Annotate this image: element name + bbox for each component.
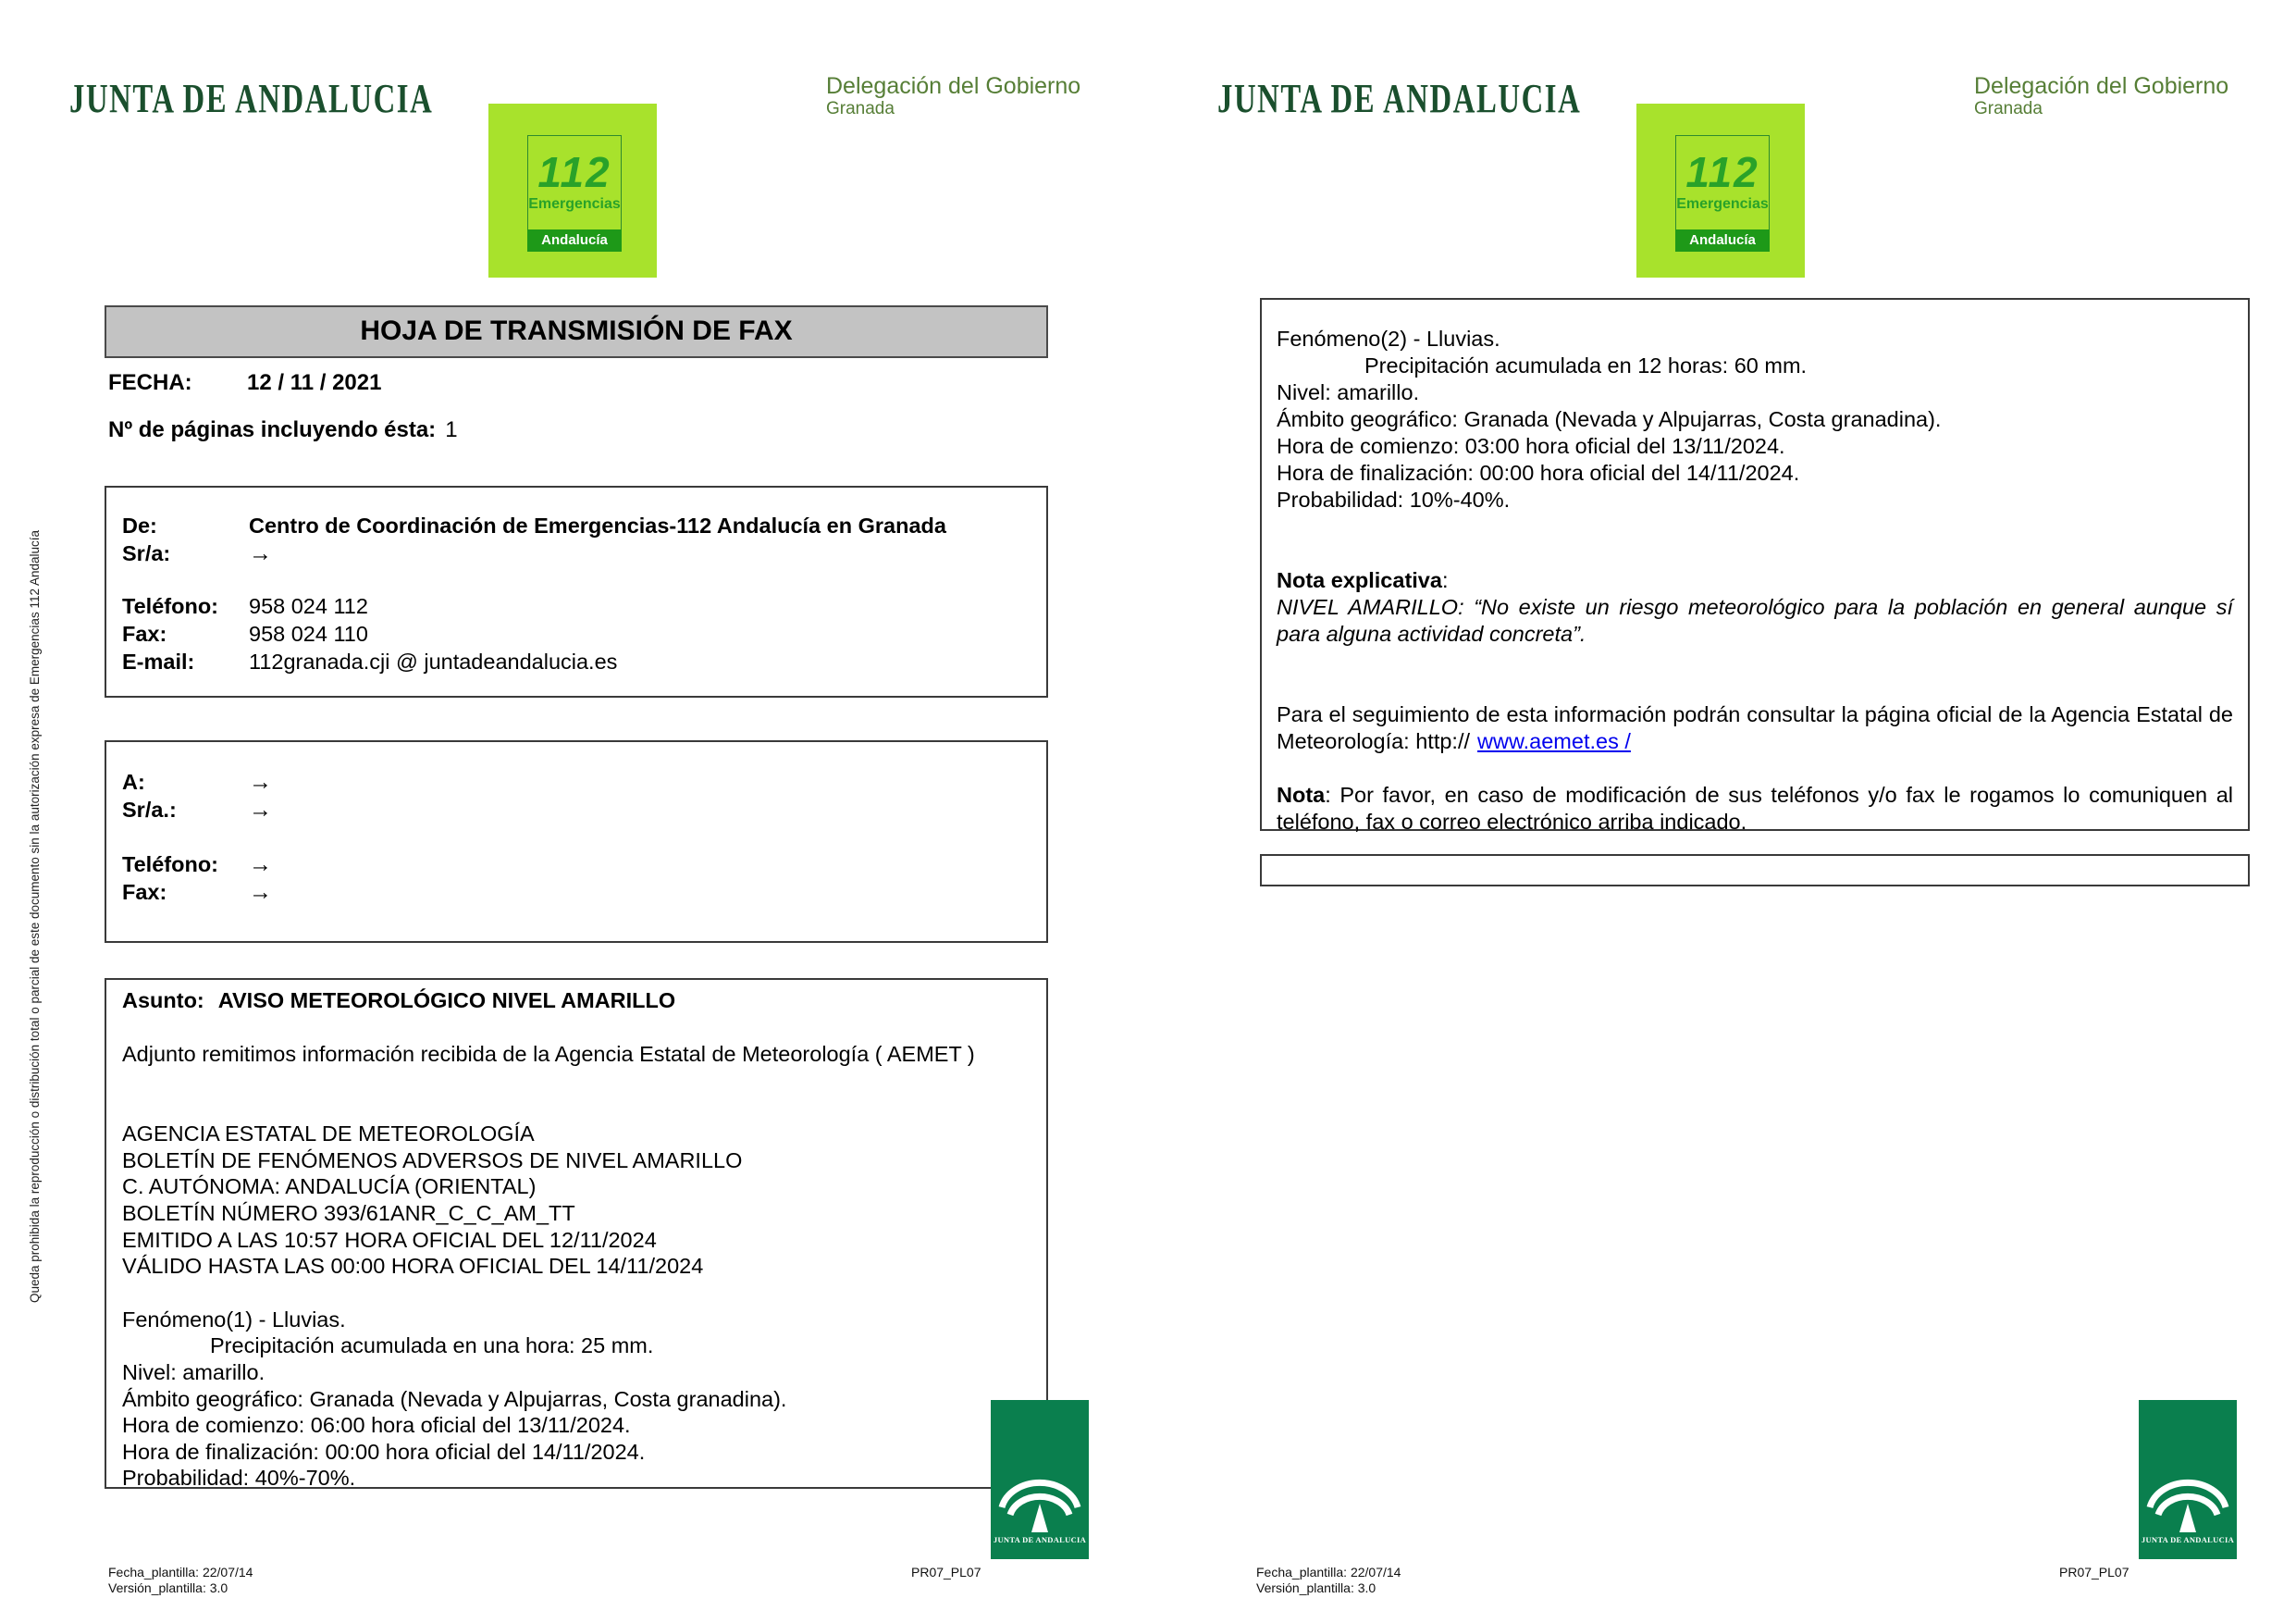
footer-template-version: Versión_plantilla: 3.0 [1256, 1580, 1376, 1595]
footer-template-date: Fecha_plantilla: 22/07/14 [1256, 1565, 1401, 1580]
footer-template-info [108, 1565, 253, 1596]
emergencias-112-inner-box [1675, 135, 1770, 252]
subject-intro: Adjunto remitimos información recibida de la Agencia Estatal de Meteorología ( AEMET ) [122, 1041, 975, 1066]
sender-fax-label: Fax: [122, 622, 167, 646]
phenomenon1-line: Hora de comienzo: 06:00 hora oficial del 13/11/2024. [122, 1413, 631, 1438]
junta-de-andalucia-wordmark: JUNTA DE ANDALUCIA [1217, 77, 1582, 122]
spacer [122, 1014, 1031, 1041]
sender-box [105, 486, 1048, 698]
advisory-box [1260, 298, 2250, 834]
spacer [122, 824, 1031, 850]
footer-template-info [1256, 1565, 1401, 1596]
spacer [1277, 675, 2233, 701]
logo-112-caption: Emergencias [528, 196, 621, 212]
contact-note-text: : Por favor, en caso de modificación de sus teléfonos y/o fax le rogamos lo comuniquen al teléfono, fax o correo electrónico arriba indicado. [1277, 783, 2233, 834]
sender-email-row [122, 648, 1031, 675]
footer-doc-code: PR07_PL07 [2059, 1565, 2129, 1580]
bulletin-line: BOLETÍN NÚMERO 393/61ANR_C_C_AM_TT [122, 1200, 575, 1225]
recipient-box [105, 740, 1048, 943]
contact-note-label: Nota [1277, 783, 1326, 807]
arrow-icon: → [249, 540, 272, 566]
phenomenon2-title: Fenómeno(2) - Lluvias. [1277, 327, 1500, 351]
phenomenon1-line: Nivel: amarillo. [122, 1359, 265, 1384]
subject-value: AVISO METEOROLÓGICO NIVEL AMARILLO [217, 988, 676, 1012]
followup-text: Para el seguimiento de esta información podrán consultar la página oficial de la Agencia Estatal de Meteorología: http:// [1277, 702, 2233, 753]
fax-page-2 [1148, 0, 2296, 1623]
recipient-sra-label: Sr/a.: [122, 798, 177, 822]
sender-sra-row [122, 539, 1031, 567]
corner-logo-text: JUNTA DE ANDALUCIA [2141, 1535, 2235, 1544]
empty-box [1260, 854, 2250, 886]
emergencias-112-logo [1636, 104, 1805, 278]
recipient-fax-label: Fax: [122, 880, 167, 904]
sender-de-value: Centro de Coordinación de Emergencias-112 Andalucía en Granada [249, 514, 946, 538]
junta-de-andalucia-wordmark: JUNTA DE ANDALUCIA [69, 77, 434, 122]
spacer [122, 1280, 1031, 1307]
spacer [122, 1067, 1031, 1094]
aemet-link[interactable]: www.aemet.es / [1477, 729, 1631, 753]
junta-corner-logo [991, 1400, 1089, 1559]
date-label: FECHA: [108, 370, 192, 395]
logo-112-region-band: Andalucía [527, 229, 622, 252]
logo-112-number: 112 [537, 148, 611, 196]
recipient-fax-row [122, 878, 1031, 906]
spacer [122, 1094, 1031, 1121]
sender-email-value: 112granada.cji @ juntadeandalucia.es [249, 650, 618, 674]
explanatory-note-colon: : [1441, 568, 1449, 592]
subject-label: Asunto: [122, 988, 204, 1012]
sender-fax-value: 958 024 110 [249, 622, 368, 646]
junta-emblem-icon [991, 1400, 1089, 1559]
phenomenon2-detail: Precipitación acumulada en 12 horas: 60 mm. [1364, 353, 1808, 378]
phenomenon1-title: Fenómeno(1) - Lluvias. [122, 1307, 346, 1332]
delegation-header [1974, 74, 2228, 118]
delegation-header [826, 74, 1080, 118]
legal-notice-vertical: Queda prohibida la reproducción o distribución total o parcial de este documento sin la autorización expresa de Emergencias 112 Andalucía [28, 529, 42, 1303]
corner-logo-text: JUNTA DE ANDALUCIA [993, 1535, 1087, 1544]
pages-row [108, 417, 458, 443]
junta-emblem-icon [2139, 1400, 2237, 1559]
explanatory-note-heading [1277, 567, 2233, 594]
bulletin-line: BOLETÍN DE FENÓMENOS ADVERSOS DE NIVEL AMARILLO [122, 1147, 743, 1172]
subject-title-line [122, 987, 1031, 1014]
logo-112-number: 112 [1685, 148, 1759, 196]
bulletin-line: C. AUTÓNOMA: ANDALUCÍA (ORIENTAL) [122, 1174, 537, 1199]
delegation-title: Delegación del Gobierno [1974, 73, 2229, 99]
emergencias-112-inner-box [527, 135, 622, 252]
recipient-a-label: A: [122, 770, 145, 794]
logo-112-caption: Emergencias [1676, 196, 1769, 212]
phenomenon1-detail: Precipitación acumulada en una hora: 25 mm. [210, 1333, 654, 1358]
recipient-sra-row [122, 796, 1031, 824]
sender-phone-value: 958 024 112 [249, 594, 368, 618]
arrow-icon: → [249, 851, 272, 877]
date-value: 12 / 11 / 2021 [247, 370, 382, 395]
delegation-city: Granada [826, 98, 895, 118]
spacer [1277, 514, 2233, 540]
phenomenon2-line: Ámbito geográfico: Granada (Nevada y Alpujarras, Costa granadina). [1277, 407, 1942, 431]
junta-corner-logo [2139, 1400, 2237, 1559]
followup-paragraph [1277, 701, 2233, 755]
sender-phone-label: Teléfono: [122, 594, 218, 618]
subject-box [105, 978, 1048, 1489]
sender-sra-label: Sr/a: [122, 541, 171, 565]
sender-fax-row [122, 620, 1031, 648]
emergencias-112-logo [488, 104, 657, 278]
recipient-phone-label: Teléfono: [122, 852, 218, 876]
recipient-phone-row [122, 850, 1031, 878]
pages-value: 1 [445, 417, 458, 442]
yellow-level-definition: NIVEL AMARILLO: “No existe un riesgo meteorológico para la población en general aunque sí para alguna actividad concreta”. [1277, 595, 2233, 646]
phenomenon1-line: Hora de finalización: 00:00 hora oficial del 14/11/2024. [122, 1439, 646, 1464]
arrow-icon: → [249, 769, 272, 795]
delegation-title: Delegación del Gobierno [826, 73, 1081, 99]
phenomenon2-line: Probabilidad: 10%-40%. [1277, 488, 1511, 512]
delegation-city: Granada [1974, 98, 2043, 118]
bulletin-line: EMITIDO A LAS 10:57 HORA OFICIAL DEL 12/11/2024 [122, 1227, 657, 1252]
recipient-a-row [122, 768, 1031, 796]
sender-phone-row [122, 592, 1031, 620]
bulletin-line: VÁLIDO HASTA LAS 00:00 HORA OFICIAL DEL 14/11/2024 [122, 1254, 704, 1279]
spacer [1277, 540, 2233, 567]
phenomenon1-line: Probabilidad: 40%-70%. [122, 1466, 356, 1491]
date-row [108, 370, 381, 396]
footer-template-version: Versión_plantilla: 3.0 [108, 1580, 228, 1595]
spacer [1277, 648, 2233, 675]
phenomenon2-line: Hora de finalización: 00:00 hora oficial del 14/11/2024. [1277, 461, 1800, 485]
contact-note-paragraph [1277, 782, 2233, 836]
spacer [122, 567, 1031, 592]
bulletin-line: AGENCIA ESTATAL DE METEOROLOGÍA [122, 1121, 535, 1146]
sender-de-row [122, 512, 1031, 539]
arrow-icon: → [249, 879, 272, 905]
footer-doc-code: PR07_PL07 [911, 1565, 981, 1580]
sender-email-label: E-mail: [122, 650, 195, 674]
pages-label: Nº de páginas incluyendo ésta: [108, 417, 437, 442]
logo-112-region-band: Andalucía [1675, 229, 1770, 252]
fax-sheet-title: HOJA DE TRANSMISIÓN DE FAX [105, 305, 1048, 358]
phenomenon2-line: Hora de comienzo: 03:00 hora oficial del 13/11/2024. [1277, 434, 1785, 458]
phenomenon2-line: Nivel: amarillo. [1277, 380, 1420, 404]
explanatory-note-label: Nota explicativa [1277, 568, 1442, 592]
spacer [1277, 755, 2233, 782]
footer-template-date: Fecha_plantilla: 22/07/14 [108, 1565, 253, 1580]
sender-de-label: De: [122, 514, 157, 538]
phenomenon1-line: Ámbito geográfico: Granada (Nevada y Alpujarras, Costa granadina). [122, 1386, 787, 1411]
arrow-icon: → [249, 797, 272, 823]
